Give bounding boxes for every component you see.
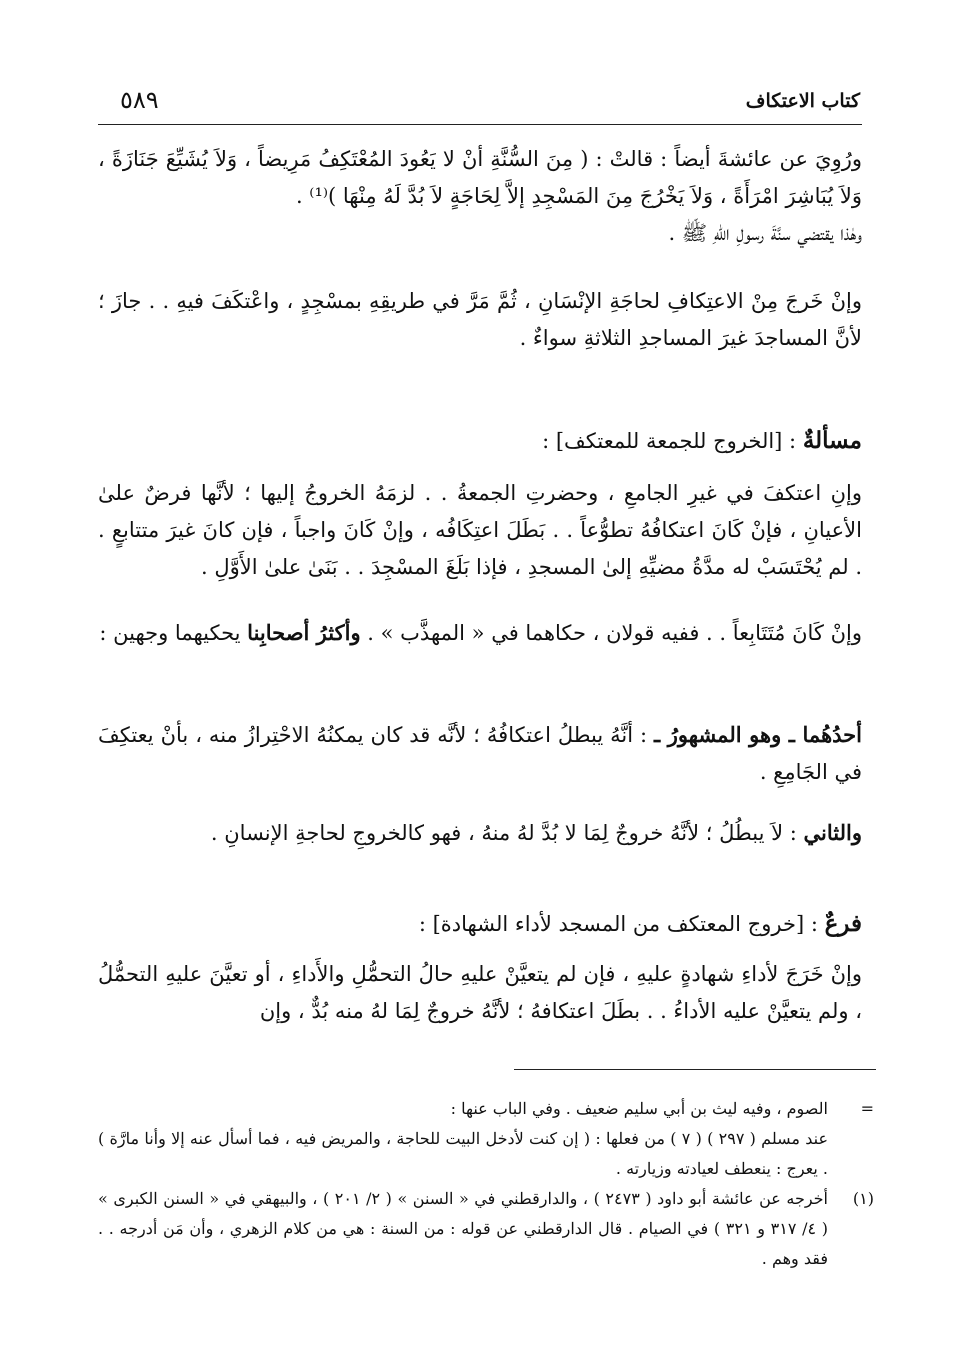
- heading-label: فرعٌ: [824, 910, 862, 937]
- chapter-title: كتاب الاعتكاف: [745, 90, 860, 112]
- paragraph-text: وهٰذا يقتضي سنَّةَ رسولِ اللهِ ﷺ .: [668, 221, 862, 245]
- paragraph-text: وإنْ كَانَ مُتَتَابِعاً . . ففيه قولان ، حكاهما في « المهذَّب » .: [367, 621, 862, 645]
- paragraph-text: وإنْ خَرجَ مِنْ الاعتِكافِ لحاجَةِ الإنْسَانِ ، ثُمَّ مَرَّ في طريقِهِ بمسْجِدٍ ، واعْتكَفَ فيهِ . . جازَ ؛ لأنَّ المساجدَ غيرَ المساجدِ الثلاثةِ سواءٌ .: [98, 289, 862, 350]
- header-rule: [98, 124, 862, 125]
- footnote-line: الصوم ، وفيه ليث بن أبي سليم ضعيف . وفي الباب عنها :: [450, 1099, 828, 1118]
- section-heading-far: [98, 905, 862, 943]
- paragraph-first-view: [98, 716, 862, 791]
- footnote-1: [98, 1184, 874, 1274]
- footnote-separator: [514, 1069, 876, 1070]
- page-number: ٥٨٩: [120, 86, 159, 114]
- paragraph-text: يحكيهما وجهين :: [99, 621, 241, 645]
- paragraph-passing-mosque: [98, 283, 862, 357]
- footnote-line: أخرجه عن عائشة أبو داود ( ٢٤٧٣ ) ، والدارقطني في « السنن » ( ٢/ ٢٠١ ) ، والبيهقي في « السنن الكبرى » ( ٤/ ٣١٧ و ٣٢١ ) في الصيام . قال الدارقطني عن قوله : من السنة : هي من كلام الزهري ، وأن مَن أدرجه . . فقد وهم .: [98, 1189, 828, 1268]
- section-heading-mas-ala: [98, 422, 862, 460]
- bold-phrase: وأكثرُ أصحابِنا: [247, 620, 361, 645]
- paragraph-text: وإنْ خَرَجَ لأداءِ شهادةٍ عليهِ ، فإن لم يتعيَّنْ عليهِ حالُ التحمُّلِ والأَداءِ ، أو تعيَّنَ عليهِ التحمُّلُ ، ولم يتعيَّنْ عليه الأداءُ . . بطَلَ اعتكافهُ ؛ لأنَّهُ خروجٌ لِمَا لهُ منه بُدٌّ ، وإن: [98, 962, 862, 1023]
- footnote-marker: (١): [852, 1189, 874, 1208]
- paragraph-second-view: [98, 814, 862, 852]
- paragraph-text: وإنِ اعتكفَ في غيرِ الجامعِ ، وحضرتِ الجمعةُ . . لزمَهُ الخروجُ إليها ؛ لأنَّها فرضٌ علىٰ الأعيانِ ، فإنْ كَانَ اعتكافُهُ تطوُّعاً . . بَطَلَ اعتِكَافُه ، وإنْ كَانَ واجباً ، فإن كانَ غيرَ متتابعٍ . . لم يُحْتَسَبْ له مدَّةُ مضيِّهِ إلىٰ المسجدِ ، فإذا بَلَغَ المسْجِدَ . . بَنَىٰ علىٰ الأَوَّلِ .: [98, 481, 862, 579]
- heading-label: مسألةٌ: [802, 427, 862, 454]
- footnote-line: عند مسلم ( ٢٩٧ ) ( ٧ ) من فعلها : ( إن كنت لأدخل البيت للحاجة ، والمريض فيه ، فما أسأل عنه إلا وأنا مارَّة ) . يعرج : ينعطف لعيادته وزيارته .: [98, 1129, 829, 1178]
- footnote-marker: =: [860, 1099, 874, 1118]
- running-header: [100, 86, 860, 120]
- paragraph-two-opinions: [98, 614, 862, 652]
- heading-text: : [خروج المعتكف من المسجد لأداء الشهادة] :: [418, 912, 818, 936]
- footnotes: [98, 1094, 874, 1274]
- footnote-continued: [98, 1094, 874, 1184]
- paragraph-text: : لاَ يبطُلُ ؛ لأنَّهُ خروجٌ لِمَا لا بُدَّ لهُ منهُ ، فهو كالخروجِ لحاجةِ الإنسانِ .: [210, 821, 797, 845]
- bold-phrase: والثاني: [803, 820, 862, 845]
- paragraph-testimony: [98, 956, 862, 1030]
- paragraph-text: ورُوِيَ عن عائشةَ أيضاً : قالتْ : ( مِنَ السُّنَّةِ أنْ لا يَعُودَ المُعْتَكِفُ مَرِيضاً ، وَلاَ يُشَيِّعَ جَنَازَةً ، وَلاَ يُبَاشِرَ امْرَأَةً ، وَلاَ يَخْرُجَ مِنَ المَسْجِدِ إلاَّ لِحَاجَةٍ لاَ بُدَّ لَهُ مِنْهَا )⁽¹⁾ .: [98, 147, 862, 208]
- paragraph-friday-prayer: [98, 475, 862, 586]
- paragraph-text: : أنَّهُ يبطلُ اعتكافُهُ ؛ لأنَّه قد كان يمكنُهُ الاحْتِرازُ منه ، بأنْ يعتكِفَ في الجَامِعِ .: [98, 723, 862, 784]
- heading-text: : [الخروج للجمعة للمعتكف] :: [542, 429, 797, 453]
- paragraph-aisha-narration: [98, 141, 862, 252]
- bold-phrase: أحدُهُما ـ وهو المشهورُ ـ: [654, 722, 862, 747]
